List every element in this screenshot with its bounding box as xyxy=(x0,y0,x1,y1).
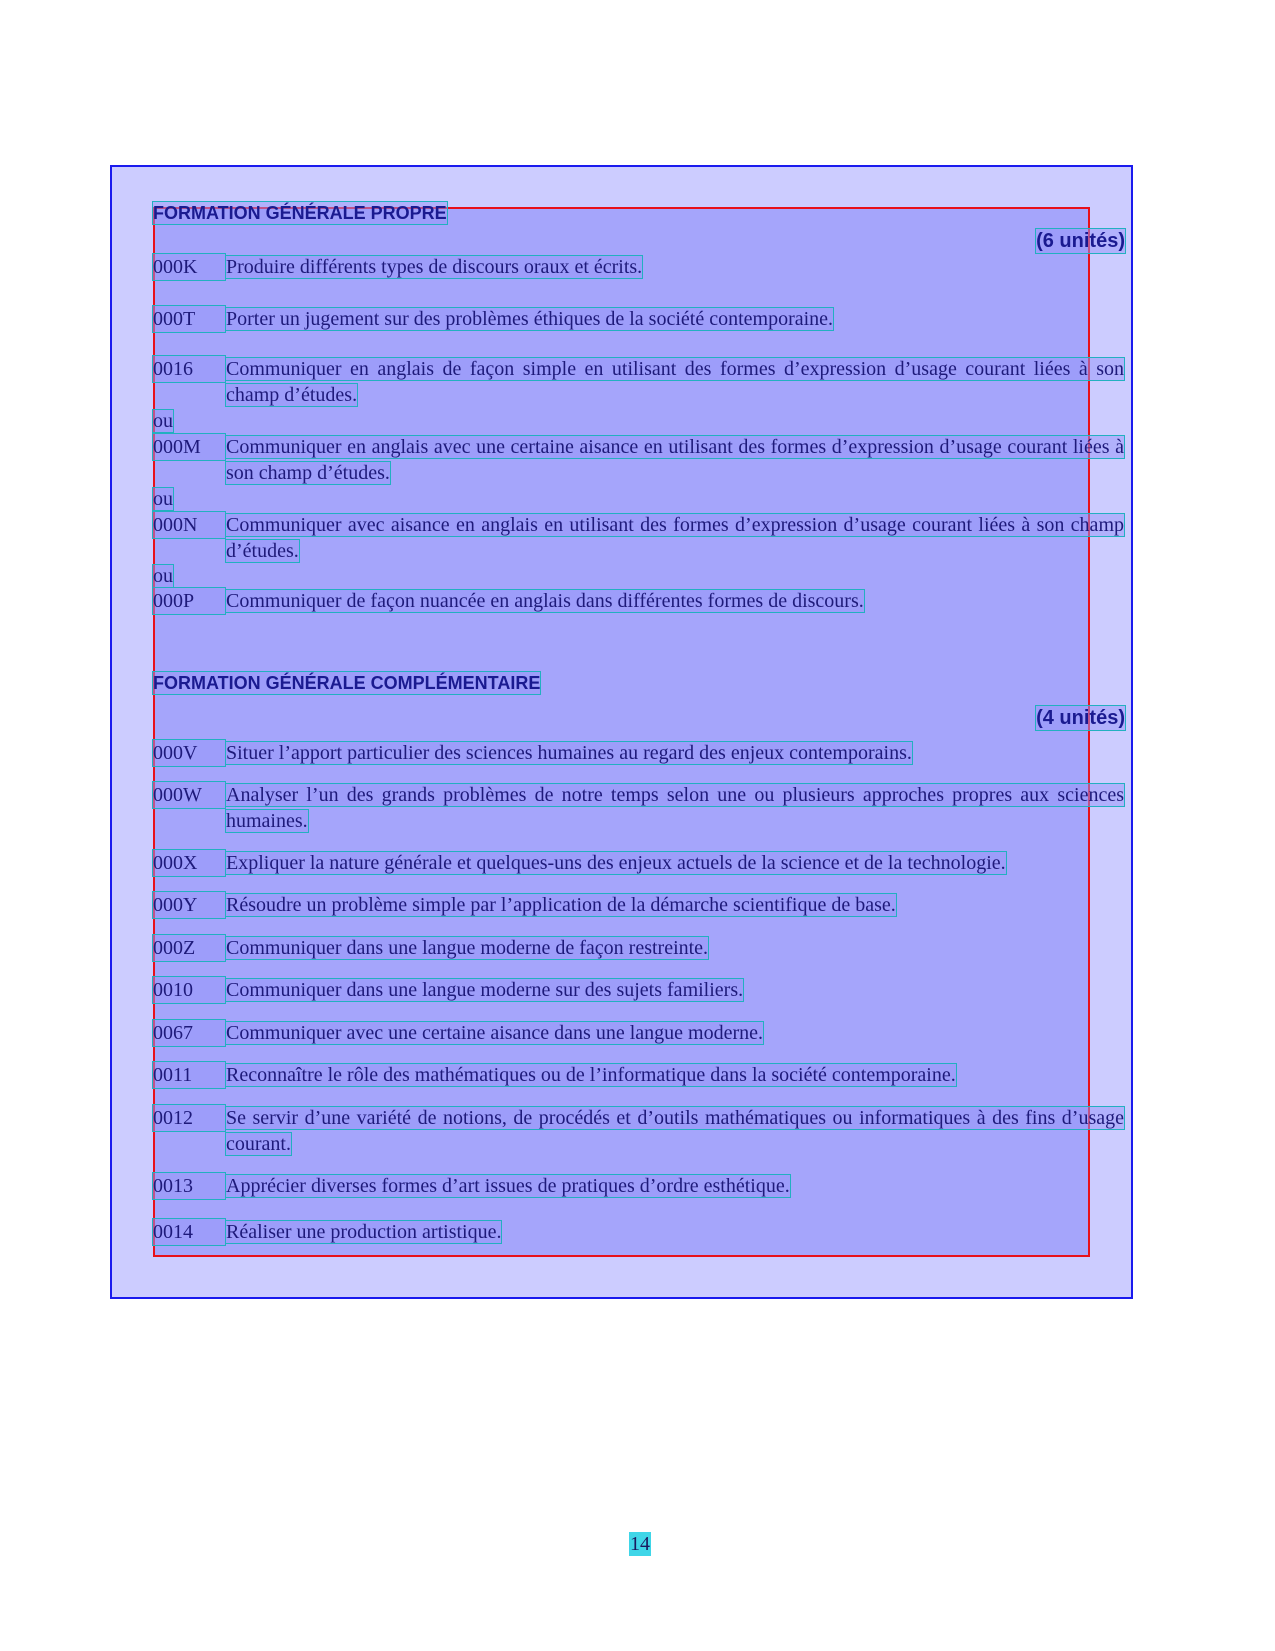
competency-text: Résoudre un problème simple par l’application de la démarche scientifique de base. xyxy=(226,894,896,916)
section-heading-complementaire: FORMATION GÉNÉRALE COMPLÉMENTAIRE xyxy=(153,673,541,693)
competency-code: 000K xyxy=(153,254,225,280)
competency-text: Porter un jugement sur des problèmes éthiques de la société contemporaine. xyxy=(226,308,834,330)
competency-code: 000Y xyxy=(153,892,225,918)
competency-text: Communiquer dans une langue moderne sur des sujets familiers. xyxy=(226,979,744,1001)
competency-code: 000W xyxy=(153,782,225,808)
competency-code: 0013 xyxy=(153,1173,225,1199)
competency-code: 000V xyxy=(153,740,225,766)
competency-text: Reconnaître le rôle des mathématiques ou de l’informatique dans la société contemporaine. xyxy=(226,1064,956,1086)
competency-code: 0016 xyxy=(153,356,225,382)
competency-text: Communiquer de façon nuancée en anglais dans différentes formes de discours. xyxy=(226,590,864,612)
units-propre: (6 unités) xyxy=(1036,230,1125,252)
competency-text: Communiquer avec aisance en anglais en utilisant des formes d’expression d’usage courant liées à son champ d’études. xyxy=(226,514,1124,562)
competency-text: Situer l’apport particulier des sciences humaines au regard des enjeux contemporains. xyxy=(226,742,912,764)
competency-text: Réaliser une production artistique. xyxy=(226,1221,502,1243)
competency-text: Produire différents types de discours oraux et écrits. xyxy=(226,256,643,278)
competency-text: Communiquer dans une langue moderne de façon restreinte. xyxy=(226,937,709,959)
or-label: ou xyxy=(153,488,173,510)
competency-code: 0014 xyxy=(153,1219,225,1245)
or-label: ou xyxy=(153,565,173,587)
competency-code: 0010 xyxy=(153,977,225,1003)
competency-text: Apprécier diverses formes d’art issues de pratiques d’ordre esthétique. xyxy=(226,1175,790,1197)
or-label: ou xyxy=(153,410,173,432)
competency-code: 000N xyxy=(153,512,225,538)
competency-text: Communiquer en anglais avec une certaine aisance en utilisant des formes d’expression d’usage courant liées à son champ d’études. xyxy=(226,436,1124,484)
competency-code: 000Z xyxy=(153,935,225,961)
units-complementaire: (4 unités) xyxy=(1036,707,1125,729)
competency-text: Communiquer avec une certaine aisance dans une langue moderne. xyxy=(226,1022,764,1044)
section-heading-propre: FORMATION GÉNÉRALE PROPRE xyxy=(153,203,447,223)
competency-text: Communiquer en anglais de façon simple en utilisant des formes d’expression d’usage courant liées à son champ d’études. xyxy=(226,358,1124,406)
page-number: 14 xyxy=(630,1533,650,1555)
competency-code: 0012 xyxy=(153,1105,225,1131)
competency-text: Expliquer la nature générale et quelques-uns des enjeux actuels de la science et de la technologie. xyxy=(226,852,1006,874)
competency-code: 000T xyxy=(153,306,225,332)
competency-code: 0011 xyxy=(153,1062,225,1088)
competency-text: Se servir d’une variété de notions, de procédés et d’outils mathématiques ou informatiques à des fins d’usage courant. xyxy=(226,1107,1124,1155)
competency-code: 000X xyxy=(153,850,225,876)
competency-text: Analyser l’un des grands problèmes de notre temps selon une ou plusieurs approches propres aux sciences humaines. xyxy=(226,784,1124,832)
competency-code: 0067 xyxy=(153,1020,225,1046)
competency-code: 000P xyxy=(153,588,225,614)
competency-code: 000M xyxy=(153,434,225,460)
